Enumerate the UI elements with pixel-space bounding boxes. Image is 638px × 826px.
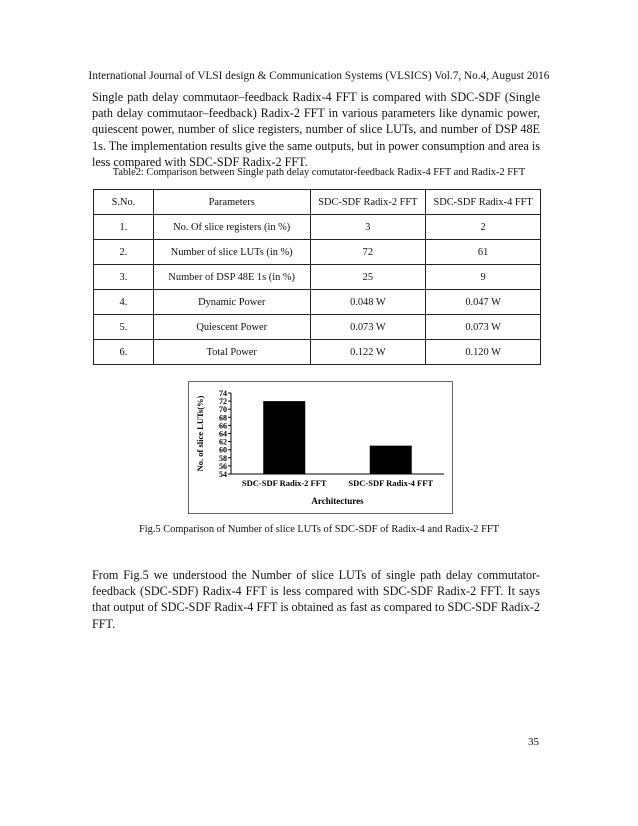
y-tick-label: 66 [219,421,227,431]
table-cell: Dynamic Power [153,290,310,315]
table-cell: Number of slice LUTs (in %) [153,240,310,265]
table-cell: Quiescent Power [153,315,310,340]
figure-caption: Fig.5 Comparison of Number of slice LUTs of SDC-SDF of Radix-4 and Radix-2 FFT [138,524,500,535]
table-row [94,340,541,365]
column-header: S.No. [94,190,154,215]
x-tick-label: SDC-SDF Radix-2 FFT [241,478,327,488]
y-tick-label: 64 [219,429,227,439]
table-cell: 5. [94,315,154,340]
y-axis-title: No. of slice LUTs(%) [195,395,205,472]
table-row [94,290,541,315]
table-cell: 3 [310,215,426,240]
page-number: 35 [528,736,539,748]
column-header: SDC-SDF Radix-2 FFT [310,190,426,215]
y-tick-label: 60 [219,445,227,455]
table-cell: 61 [426,240,541,265]
table-cell: 2 [426,215,541,240]
y-tick-label: 74 [219,389,227,398]
bar [370,446,412,474]
table-cell: 72 [310,240,426,265]
table-cell: 0.122 W [310,340,426,365]
x-tick-label: SDC-SDF Radix-4 FFT [348,478,434,488]
bar-chart [189,382,452,513]
y-tick-label: 56 [219,461,227,471]
y-tick-label: 58 [219,453,227,463]
table-row [94,265,541,290]
table-cell: Total Power [153,340,310,365]
table-cell: 0.073 W [310,315,426,340]
column-header: Parameters [153,190,310,215]
y-tick-label: 62 [219,437,227,447]
y-tick-label: 68 [219,413,227,423]
x-axis-title: Architectures [311,496,364,506]
table-cell: Number of DSP 48E 1s (in %) [153,265,310,290]
table-cell: 1. [94,215,154,240]
bar [263,401,305,474]
comparison-table [93,189,541,365]
table-cell: 4. [94,290,154,315]
table-cell: 2. [94,240,154,265]
paragraph-discussion: From Fig.5 we understood the Number of slice LUTs of single path delay commutator-feedback (SDC-SDF) Radix-4 FFT is less compared with SDC-SDF Radix-2 FFT. It says that output of SDC-SDF Radix-4 FFT is obtained as fast as compared to SDC-SDF Radix-2 FFT. [92,568,540,631]
figure-5-chart [188,381,453,514]
table-cell: 0.120 W [426,340,541,365]
table-cell: 0.048 W [310,290,426,315]
paragraph-intro: Single path delay commutaor–feedback Radix-4 FFT is compared with SDC-SDF (Single path delay commutaor–feedback) Radix-2 FFT in various parameters like dynamic power, quiescent power, number of slice registers, number of slice LUTs, and number of DSP 48E 1s. The implementation results give the same outputs, but in power consumption and area is less compared with SDC-SDF Radix-2 FFT. [92,90,540,169]
table-cell: 0.047 W [426,290,541,315]
y-tick-label: 72 [219,397,227,407]
journal-header: International Journal of VLSI design & Communication Systems (VLSICS) Vol.7, No.4, August 2016 [88,70,550,82]
table-cell: 0.073 W [426,315,541,340]
table-cell: 25 [310,265,426,290]
table-cell: 3. [94,265,154,290]
y-tick-label: 54 [219,470,227,479]
table-header-row [94,190,541,215]
table-caption: Table2: Comparison between Single path delay comutator-feedback Radix-4 FFT and Radix-2 FFT [112,167,526,178]
table-row [94,315,541,340]
y-tick-label: 70 [219,405,227,415]
table-row [94,240,541,265]
table-cell: 9 [426,265,541,290]
table-cell: 6. [94,340,154,365]
table-row [94,215,541,240]
table-cell: No. Of slice registers (in %) [153,215,310,240]
column-header: SDC-SDF Radix-4 FFT [426,190,541,215]
